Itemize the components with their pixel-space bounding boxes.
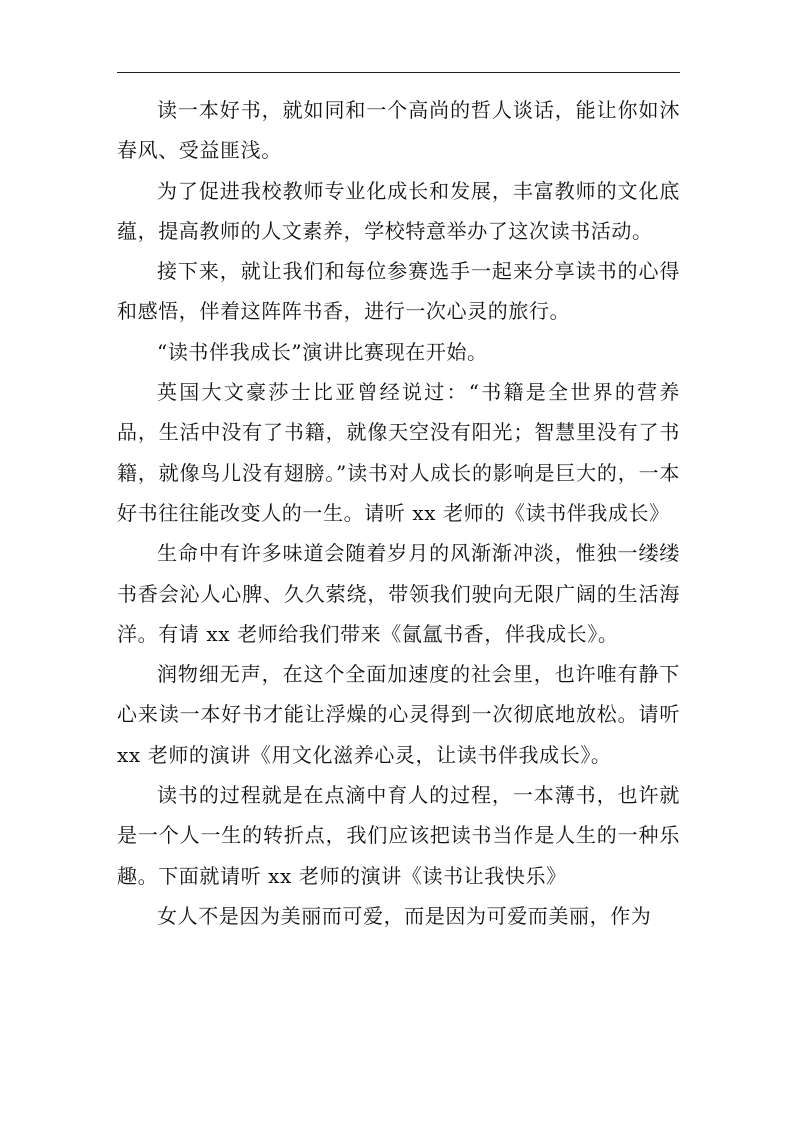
paragraph: 为了促进我校教师专业化成长和发展，丰富教师的文化底蕴，提高教师的人文素养，学校特意举办了这次读书活动。: [117, 178, 680, 243]
paragraph: 英国大文豪莎士比亚曾经说过：“书籍是全世界的营养品，生活中没有了书籍，就像天空没有阳光；智慧里没有了书籍，就像鸟儿没有翅膀。”读书对人成长的影响是巨大的，一本好书往往能改变人的一生。请听 xx 老师的《读书伴我成长》: [117, 380, 680, 525]
paragraph: 读一本好书，就如同和一个高尚的哲人谈话，能让你如沐春风、受益匪浅。: [117, 98, 680, 163]
paragraph: 女人不是因为美丽而可爱，而是因为可爱而美丽，作为: [157, 903, 652, 928]
header-rule: [117, 72, 680, 73]
paragraph: 生命中有许多味道会随着岁月的风渐渐冲淡，惟独一缕缕书香会沁人心脾、久久萦绕，带领我们驶向无限广阔的生活海洋。有请 xx 老师给我们带来《氤氲书香，伴我成长》。: [117, 541, 680, 646]
paragraph: 读书的过程就是在点滴中育人的过程，一本薄书，也许就是一个人一生的转折点，我们应该把读书当作是人生的一种乐趣。下面就请听 xx 老师的演讲《读书让我快乐》: [117, 783, 680, 888]
paragraph: 润物细无声，在这个全面加速度的社会里，也许唯有静下心来读一本好书才能让浮燥的心灵得到一次彻底地放松。请听 xx 老师的演讲《用文化滋养心灵，让读书伴我成长》。: [117, 662, 680, 767]
document-body: [117, 90, 680, 936]
paragraph: “读书伴我成长”演讲比赛现在开始。: [157, 339, 488, 364]
paragraph: 接下来，就让我们和每位参赛选手一起来分享读书的心得和感悟，伴着这阵阵书香，进行一次心灵的旅行。: [117, 259, 680, 324]
